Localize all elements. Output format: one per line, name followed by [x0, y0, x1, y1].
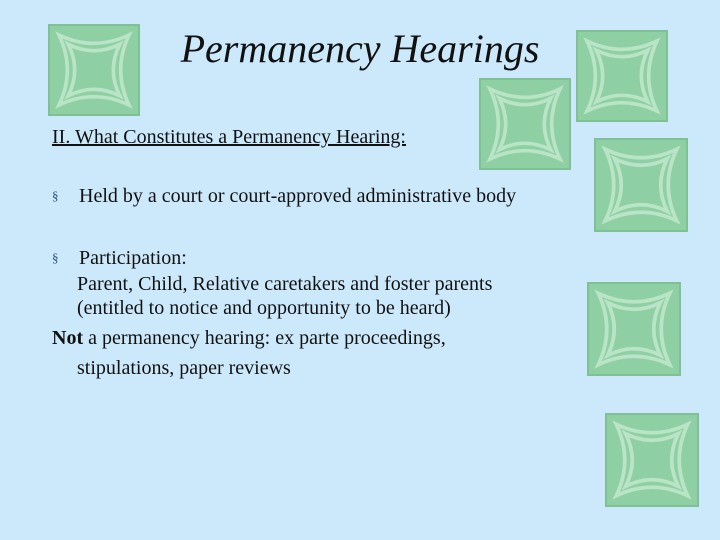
not-line-rest: a permanency hearing: ex parte proceedings,	[83, 327, 446, 349]
quilt-tile-5	[587, 282, 681, 376]
not-emphasis: Not	[52, 327, 84, 349]
continuation-line: stipulations, paper reviews	[77, 357, 291, 379]
quilt-tile-2	[576, 30, 668, 122]
participation-line-parties: Parent, Child, Relative caretakers and foster parents	[77, 273, 493, 295]
quilt-ring-pattern-icon	[576, 30, 668, 122]
bullet-text: Participation:	[79, 247, 187, 269]
quilt-ring-pattern-icon	[48, 24, 140, 116]
bullet-marker: §	[52, 250, 59, 265]
section-subheading: II. What Constitutes a Permanency Hearing:	[52, 126, 406, 148]
bullet-text: Held by a court or court-approved administrative body	[79, 185, 517, 207]
participation-line-entitled: (entitled to notice and opportunity to be heard)	[77, 297, 451, 319]
quilt-tile-4	[594, 138, 688, 232]
bullet-marker: §	[52, 188, 59, 203]
not-permanency-line	[52, 326, 446, 350]
quilt-tile-3	[479, 78, 571, 170]
quilt-tile-1	[48, 24, 140, 116]
quilt-ring-pattern-icon	[587, 282, 681, 376]
slide-title: Permanency Hearings	[180, 26, 540, 71]
quilt-ring-pattern-icon	[479, 78, 571, 170]
quilt-ring-pattern-icon	[605, 413, 699, 507]
quilt-tile-6	[605, 413, 699, 507]
quilt-ring-pattern-icon	[594, 138, 688, 232]
